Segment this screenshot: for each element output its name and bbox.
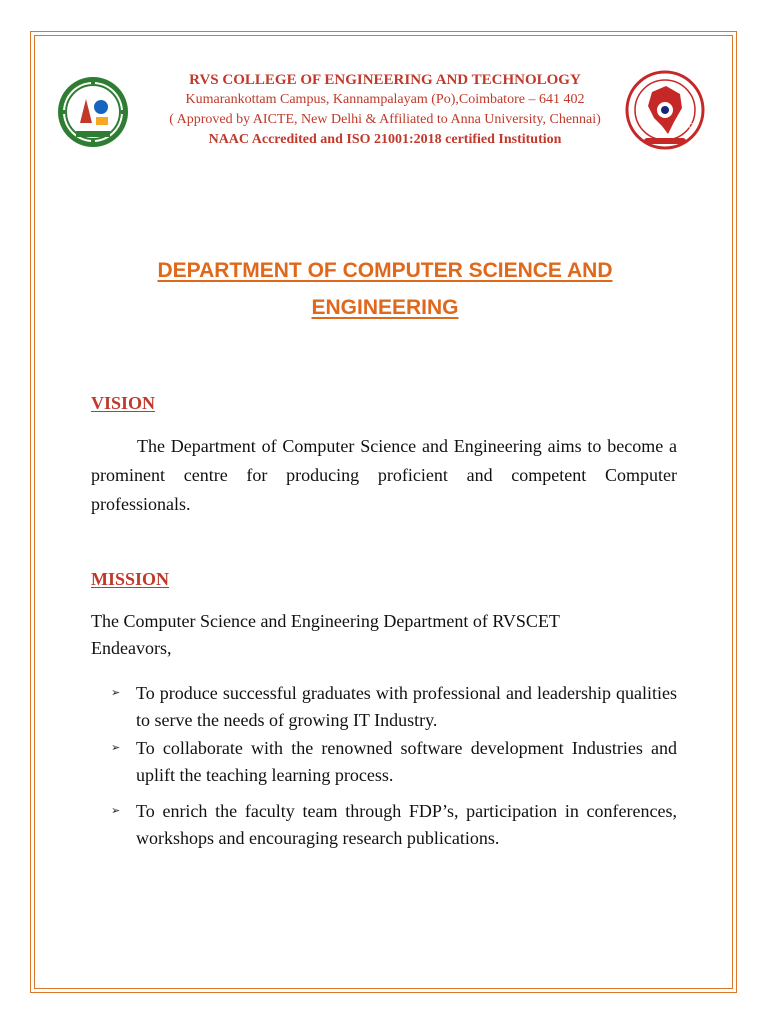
vision-heading: VISION	[91, 393, 156, 413]
college-approval: ( Approved by AICTE, New Delhi & Affiliated to Anna University, Chennai)	[169, 112, 601, 127]
mission-intro	[91, 608, 677, 662]
mission-heading: MISSION	[91, 569, 170, 589]
college-accreditation: NAAC Accredited and ISO 21001:2018 certified Institution	[208, 132, 562, 147]
letterhead-text	[140, 70, 630, 150]
mission-intro-line1: The Computer Science and Engineering Department of RVSCET	[91, 611, 560, 631]
college-emblem-icon	[56, 75, 130, 149]
college-name: RVS COLLEGE OF ENGINEERING AND TECHNOLOGY	[189, 72, 581, 88]
mission-intro-line2: Endeavors,	[91, 638, 172, 658]
letterhead	[0, 70, 768, 160]
department-title	[60, 252, 710, 326]
mission-list	[91, 680, 677, 852]
mission-item	[91, 680, 677, 734]
mission-item-text: To collaborate with the renowned software development Industries and uplift the teaching learning process.	[136, 738, 677, 785]
department-title-line2: ENGINEERING	[311, 296, 459, 319]
arrow-bullet-icon: ➢	[111, 687, 121, 699]
arrow-bullet-icon: ➢	[111, 742, 121, 754]
mission-item	[91, 735, 677, 789]
college-address: Kumarankottam Campus, Kannampalayam (Po),Coimbatore – 641 402	[185, 92, 585, 107]
mission-item-text: To enrich the faculty team through FDP’s, participation in conferences, workshops and encouraging research publications.	[136, 801, 677, 848]
mission-item-text: To produce successful graduates with professional and leadership qualities to serve the needs of growing IT Industry.	[136, 683, 677, 730]
mission-item	[91, 798, 677, 852]
naac-seal-icon	[622, 70, 708, 152]
vision-text: The Department of Computer Science and Engineering aims to become a prominent centre for producing proficient and competent Computer professionals.	[91, 436, 677, 514]
arrow-bullet-icon: ➢	[111, 805, 121, 817]
naac-seal-label: NAAC	[674, 123, 694, 130]
department-title-line1: DEPARTMENT OF COMPUTER SCIENCE AND	[157, 259, 613, 282]
